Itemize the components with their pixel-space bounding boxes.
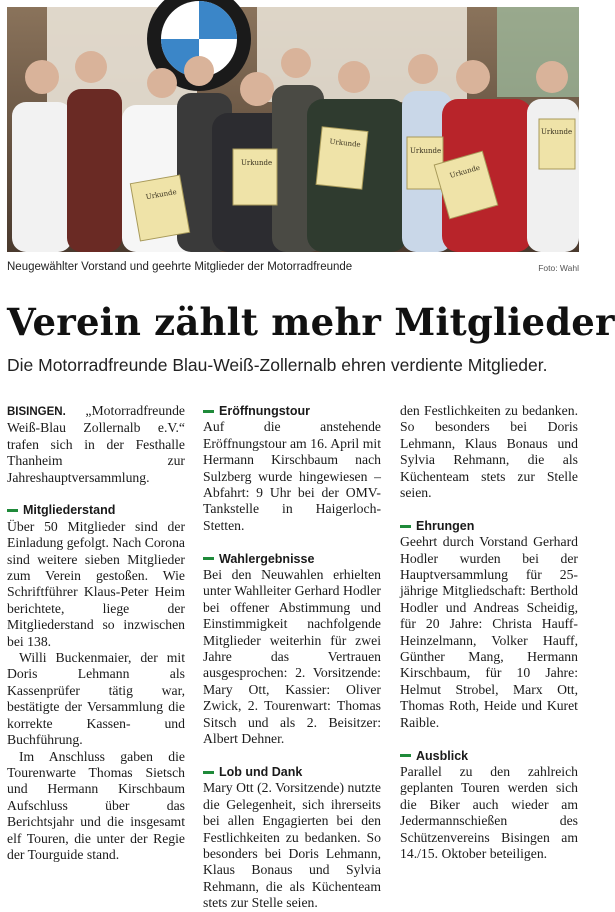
paragraph: Auf die anstehende Eröffnungstour am 16. April mit Hermann Kirschbaum nach Sulzberg wurde hingewiesen – Abfahrt: 9 Uhr bei der OMV-Tankstelle in Haigerloch-Stetten.: [203, 419, 381, 533]
paragraph: Geehrt durch Vorstand Gerhard Hodler wurden bei der Hauptversammlung für 25-jährige Mitgliedschaft: Berthold Hodler und Andreas Scheidig, für 20 Jahre: Christa Hauff-Heinzelmann, Volker Hauff, Günther Mang, Hermann Kirschbaum, für 10 Jahre: Helmut Strobel, Marx Ott, Thomas Roth, Heide und Kuret Raible.: [400, 534, 578, 730]
group-photo-illustration: [7, 7, 579, 252]
section-marker-icon: [7, 509, 18, 512]
paragraph: Parallel zu den zahlreich geplanten Touren werden sich die Biker auch wieder am Jedermannschießen des Schützenvereins Bisingen am 14./15. Oktober beteiligen.: [400, 763, 578, 861]
section-heading-wahlergebnisse: Wahlergebnisse: [203, 551, 381, 567]
article-column-2: [203, 403, 381, 911]
paragraph: Willi Buckenmaier, der mit Doris Lehmann als Kassenprüfer tätig war, bestätigte der Versammlung die korrekte Kassen- und Buchführung.: [7, 650, 185, 748]
article-column-1: [7, 403, 185, 863]
paragraph: Mary Ott (2. Vorsitzende) nutzte die Gelegenheit, sich ihrerseits bei allen Engagierten bei den Festlichkeiten zu bedanken. So besonders bei Doris Lehmann, Klaus Bonaus und Sylvia Rehmann, die als Küchenteam stets zur Stelle seien.: [203, 780, 381, 911]
section-heading-lobunddank: Lob und Dank: [203, 764, 381, 780]
paragraph: Im Anschluss gaben die Tourenwarte Thomas Sietsch und Hermann Kirschbaum Aufschluss über das Berichtsjahr und die insgesamt elf Touren, die unter der Regie der Tourguide stand.: [7, 748, 185, 862]
certificate-label: Urkunde: [541, 128, 573, 136]
paragraph: Über 50 Mitglieder sind der Einladung gefolgt. Nach Corona sind weitere sieben Mitglieder zum Verein gestoßen. Wie Schriftführer Klaus-Peter Heim berichtete, liege der Mitgliederstand so inzwischen bei 138.: [7, 518, 185, 649]
section-heading-ehrungen: Ehrungen: [400, 518, 578, 534]
section-marker-icon: [400, 754, 411, 757]
certificate-label: Urkunde: [329, 137, 362, 149]
section-marker-icon: [203, 410, 214, 413]
certificate-label: Urkunde: [448, 163, 481, 180]
photo-caption-text: Neugewählter Vorstand und geehrte Mitglieder der Motorradfreunde: [7, 261, 353, 273]
section-heading-ausblick: Ausblick: [400, 748, 578, 764]
photo-caption: [7, 261, 579, 277]
certificate-label: Urkunde: [145, 187, 178, 202]
section-marker-icon: [203, 557, 214, 560]
section-marker-icon: [400, 525, 411, 528]
article-headline: Verein zählt mehr Mitglieder: [7, 300, 615, 344]
article-subhead: Die Motorradfreunde Blau-Weiß-Zollernalb ehren verdiente Mitglieder.: [7, 355, 548, 375]
article-column-3: [400, 403, 578, 862]
certificate-label: Urkunde: [241, 159, 273, 167]
dateline: BISINGEN.: [7, 406, 66, 418]
section-heading-mitgliederstand: Mitgliederstand: [7, 502, 185, 518]
paragraph-continuation: den Festlichkeiten zu bedanken. So besonders bei Doris Lehmann, Klaus Bonaus und Sylvia Rehmann, die als Küchenteam stets zur Stelle seien.: [400, 403, 578, 501]
paragraph: Bei den Neuwahlen erhielten unter Wahlleiter Gerhard Hodler bei offener Abstimmung und Einstimmigkeit nachfolgende Mitglieder weiterhin für zwei Jahre das Vertrauen ausgesprochen: 2. Vorsitzende: Mary Ott, Kassier: Oliver Zwick, 2. Tourenwart: Thomas Sitsch und als 2. Beisitzer: Albert Dehner.: [203, 567, 381, 747]
photo-credit: Foto: Wahl: [538, 263, 579, 273]
article-photo: [7, 7, 579, 252]
section-heading-eroeffnungstour: Eröffnungstour: [203, 403, 381, 419]
intro-text: „Motorradfreunde Weiß-Blau Zollernalb e.V.“ trafen sich in der Festhalle Thanheim zur Jahreshauptversammlung.: [7, 403, 185, 485]
certificate-label: Urkunde: [410, 147, 442, 155]
section-marker-icon: [203, 771, 214, 774]
